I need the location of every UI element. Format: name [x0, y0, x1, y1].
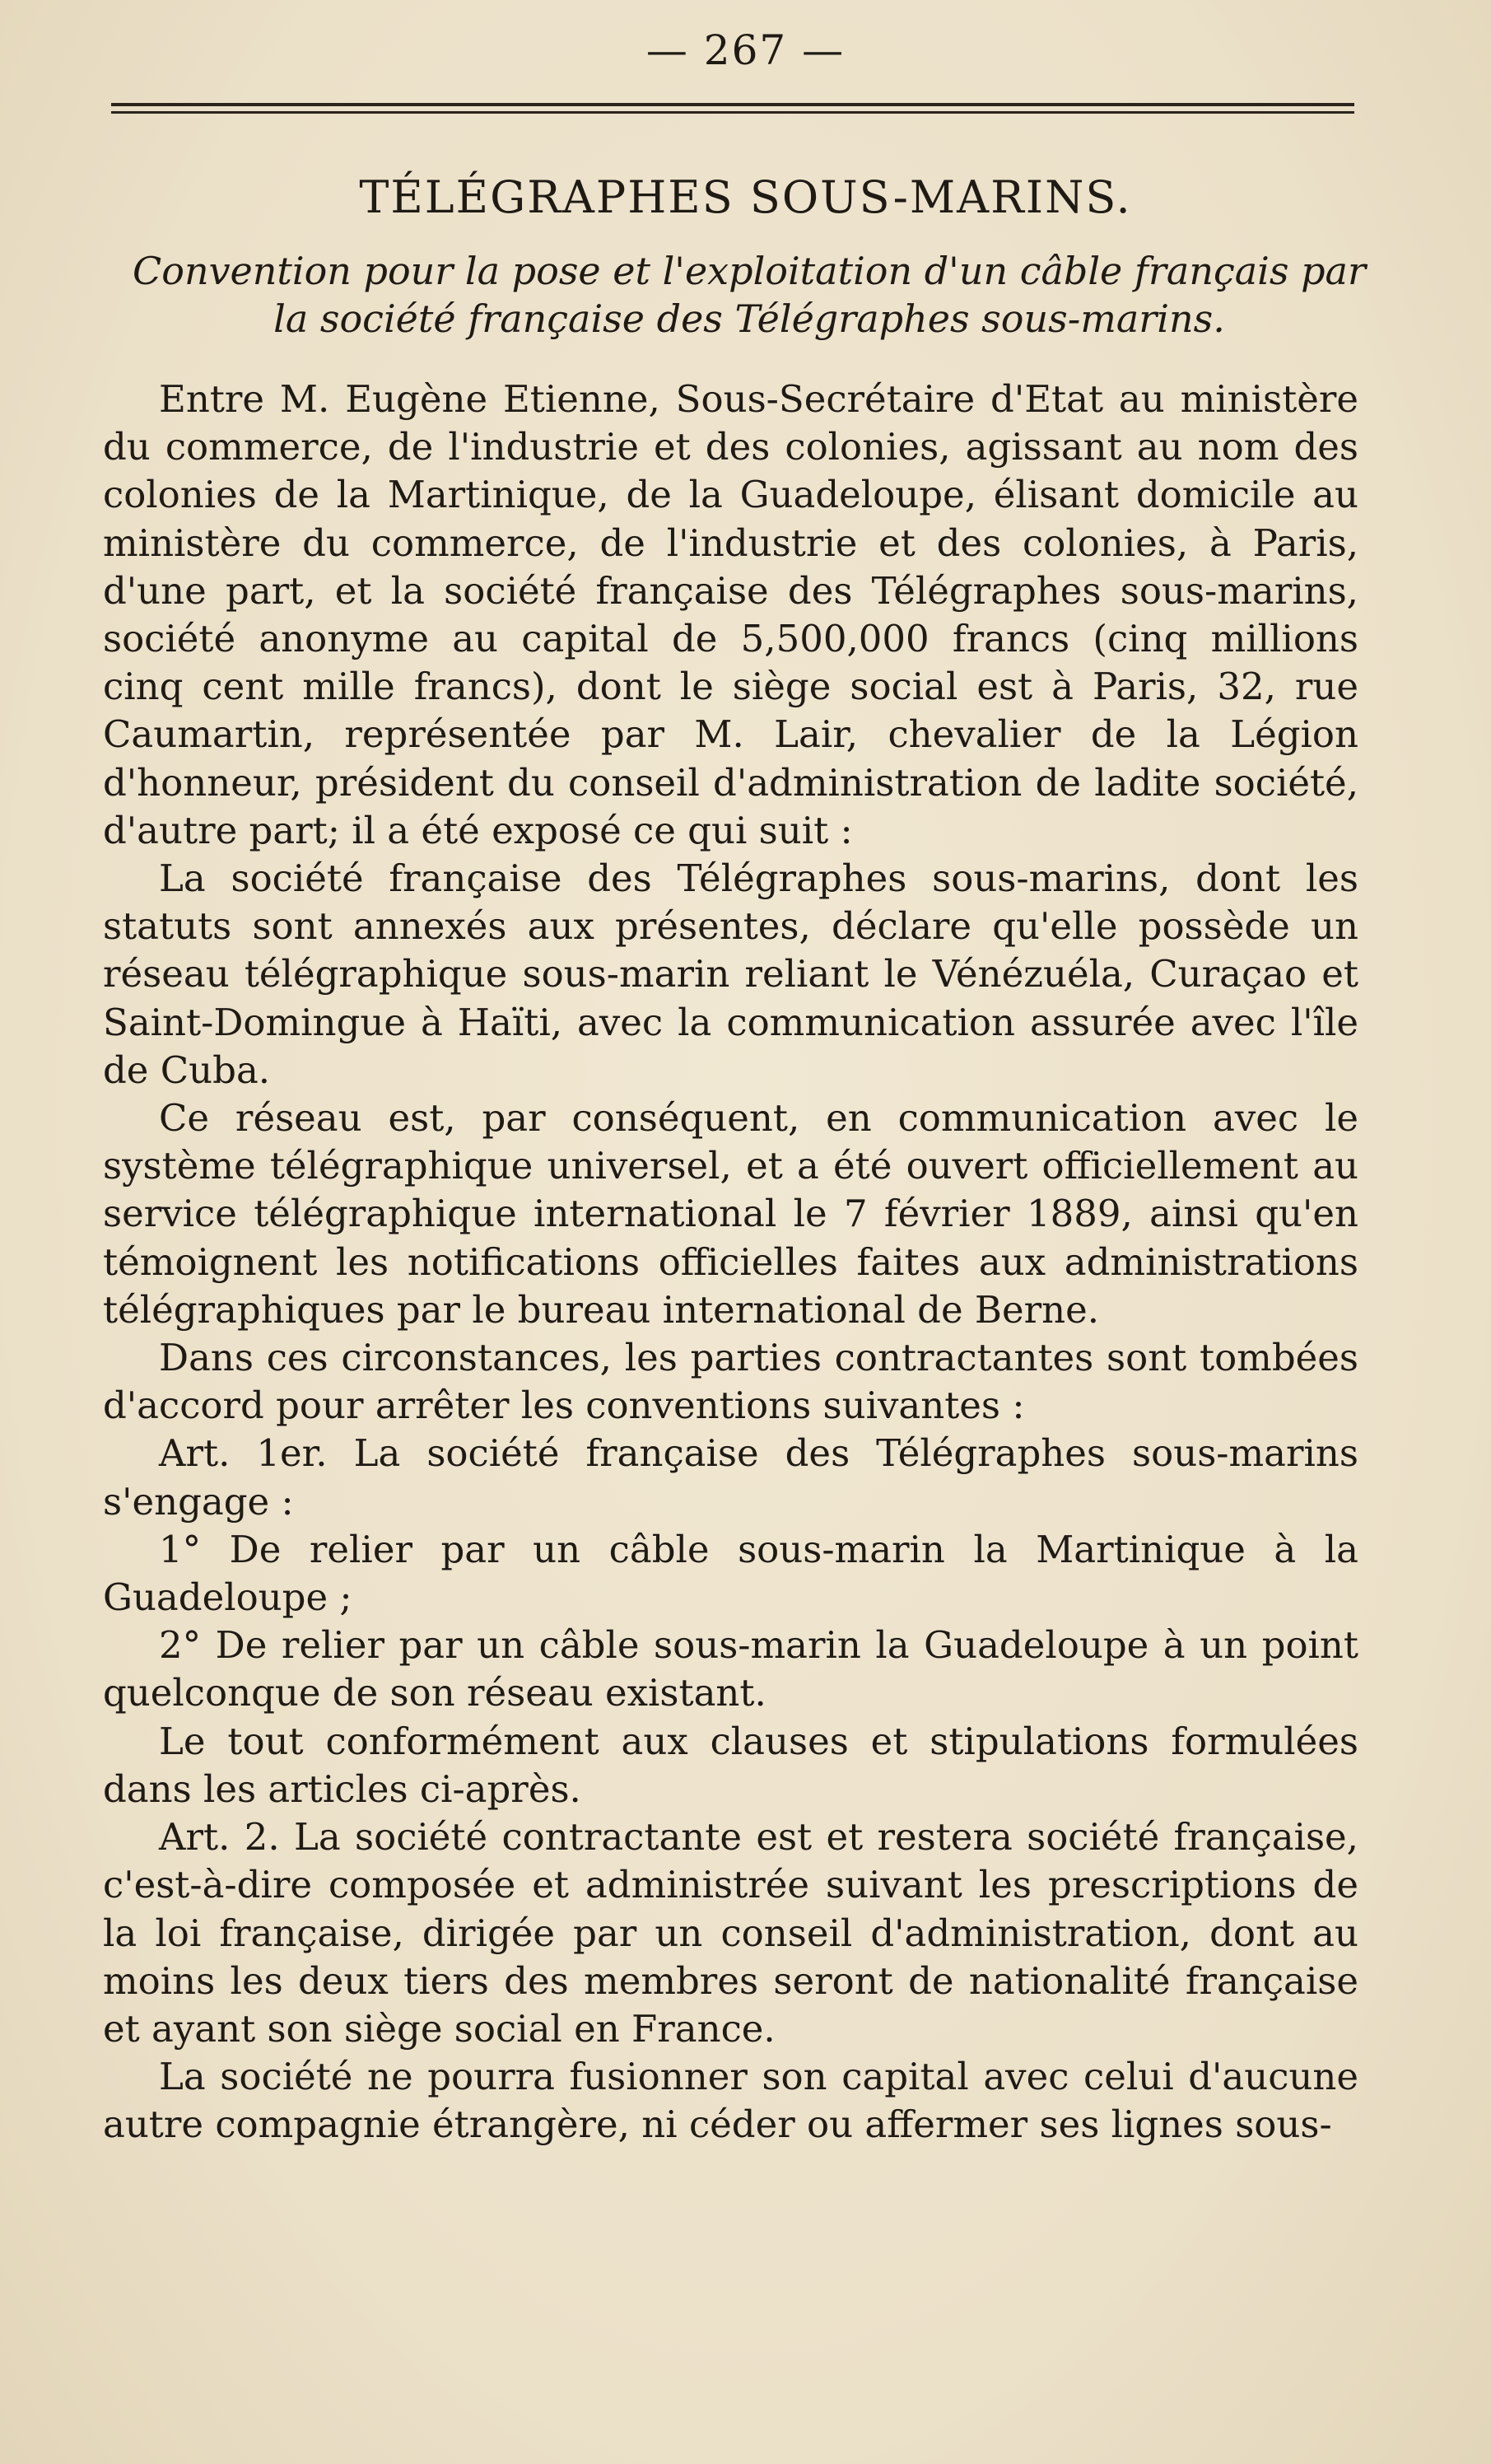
header-rule-thick — [111, 103, 1354, 106]
paragraph: La société française des Télégraphes sous-marins, dont les statuts sont annexés aux présentes, déclare qu'elle possède un réseau télégraphique sous-marin reliant le Vénézuéla, Curaçao et Saint-Domingue à Haïti, avec la communication assurée avec l'île de Cuba. — [103, 856, 1358, 1092]
paragraph: Entre M. Eugène Etienne, Sous-Secrétaire d'Etat au ministère du commerce, de l'industrie et des colonies, agissant au nom des colonies de la Martinique, de la Guadeloupe, élisant domicile au ministère du commerce, de l'industrie et des colonies, à Paris, d'une part, et la société française des Télégraphes sous-marins, société anonyme au capital de 5,500,000 francs (cinq millions cinq cent mille francs), dont le siège social est à Paris, 32, rue Caumartin, représentée par M. Lair, chevalier de la Légion d'honneur, président du conseil d'administration de ladite société, d'autre part; il a été exposé ce qui suit : — [103, 377, 1358, 852]
page-number: — 267 — — [645, 26, 846, 74]
body-text — [103, 376, 1358, 2149]
paragraph: Ce réseau est, par conséquent, en communication avec le système télégraphique universel, et a été ouvert officiellement au service télégraphique international le 7 février 1889, ainsi qu'en témoignent les notifications officielles faites aux administrations télégraphiques par le bureau international de Berne. — [103, 1096, 1358, 1332]
section-title: TÉLÉGRAPHES SOUS-MARINS. — [359, 171, 1132, 223]
paragraph: 2° De relier par un câble sous-marin la Guadeloupe à un point quelconque de son réseau existant. — [103, 1623, 1358, 1715]
paragraph: La société ne pourra fusionner son capital avec celui d'aucune autre compagnie étrangère, ni céder ou affermer ses lignes sous- — [103, 2055, 1358, 2147]
paragraph: 1° De relier par un câble sous-marin la Martinique à la Guadeloupe ; — [103, 1527, 1358, 1620]
paragraph: Art. 2. La société contractante est et restera société française, c'est-à-dire composée et administrée suivant les prescriptions de la loi française, dirigée par un conseil d'administration, dont au moins les deux tiers des membres seront de nationalité française et ayant son siège social en France. — [103, 1815, 1358, 2051]
header-rule-thin — [111, 111, 1354, 114]
paragraph: Dans ces circonstances, les parties contractantes sont tombées d'accord pour arrêter les conventions suivantes : — [103, 1336, 1358, 1428]
paragraph: Art. 1er. La société française des Télégraphes sous-marins s'engage : — [103, 1431, 1358, 1524]
paragraph: Le tout conformément aux clauses et stipulations formulées dans les articles ci-après. — [103, 1719, 1358, 1811]
section-subtitle: Convention pour la pose et l'exploitation d'un câble français par la société française des Télégraphes sous-marins. — [133, 249, 1366, 341]
